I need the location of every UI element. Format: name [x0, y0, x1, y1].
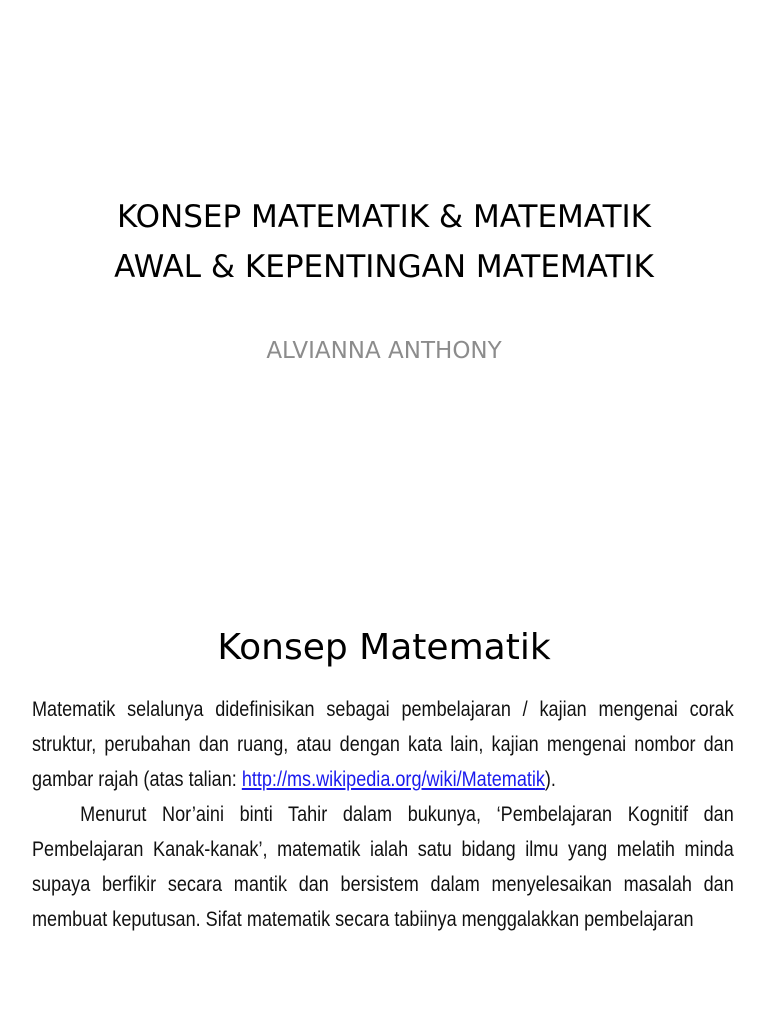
wikipedia-link[interactable]: http://ms.wikipedia.org/wiki/Matematik	[241, 768, 545, 791]
paragraph-2: Menurut Nor’aini binti Tahir dalam bukunya, ‘Pembelajaran Kognitif dan Pembelajaran Kanak-kanak’, matematik ialah satu bidang ilmu yang melatih minda supaya berfikir secara mantik dan bersistem dalam menyelesaikan masalah dan membuat keputusan. Sifat matematik secara tabiinya menggalakkan pembelajaran	[32, 803, 734, 931]
slide-title	[40, 192, 728, 292]
paragraph-1	[32, 692, 734, 797]
scanned-text-body	[32, 692, 734, 937]
slide-title-line-2: AWAL & KEPENTINGAN MATEMATIK	[114, 249, 654, 285]
content-slide	[0, 560, 768, 1024]
slide-author: ALVIANNA ANTHONY	[266, 338, 502, 364]
slide-title-line-1: KONSEP MATEMATIK & MATEMATIK	[117, 199, 651, 235]
paragraph-1-text: Matematik selalunya didefinisikan sebagai pembelajaran / kajian mengenai corak struktur, perubahan dan ruang, atau dengan kata lain, kajian mengenai nombor dan gambar rajah (atas talian:	[32, 698, 734, 791]
paragraph-1-end: ).	[544, 768, 556, 791]
section-heading: Konsep Matematik	[217, 627, 551, 668]
